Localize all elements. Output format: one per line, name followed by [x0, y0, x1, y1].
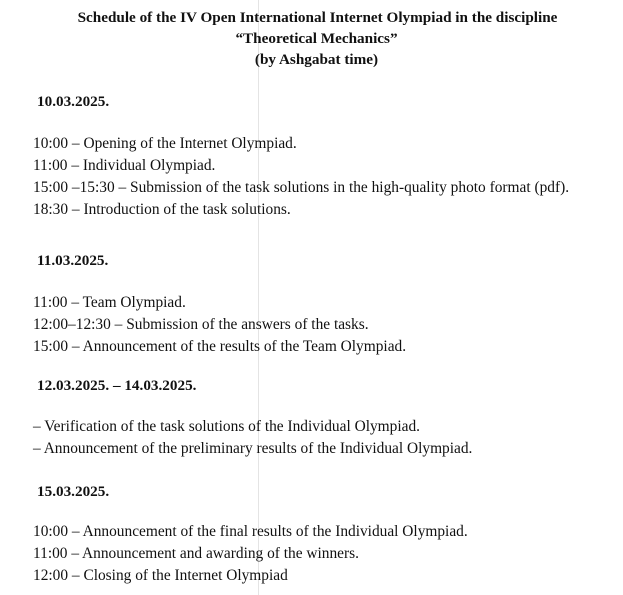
schedule-item: – Announcement of the preliminary results of the Individual Olympiad. — [33, 440, 473, 457]
header-timezone-line: (by Ashgabat time) — [254, 51, 379, 68]
schedule-item: 11:00 – Individual Olympiad. — [33, 157, 216, 174]
schedule-item: – Verification of the task solutions of the Individual Olympiad. — [33, 418, 420, 435]
header-discipline-line: “Theoretical Mechanics” — [235, 30, 398, 47]
schedule-item: 15:00 – Announcement of the results of the Team Olympiad. — [33, 338, 407, 355]
day-schedule-list — [33, 416, 472, 460]
schedule-item: 12:00–12:30 – Submission of the answers of the tasks. — [33, 316, 369, 333]
day-date: 12.03.2025. – 14.03.2025. — [37, 377, 197, 394]
day-date: 10.03.2025. — [37, 93, 110, 110]
document-header — [0, 7, 623, 70]
day-schedule-list — [33, 521, 468, 587]
schedule-item: 11:00 – Team Olympiad. — [33, 294, 186, 311]
header-title-line: Schedule of the IV Open International Internet Olympiad in the discipline — [77, 9, 558, 26]
day-date: 15.03.2025. — [37, 483, 110, 500]
schedule-item: 15:00 –15:30 – Submission of the task solutions in the high-quality photo format (pdf). — [33, 179, 570, 196]
schedule-item: 11:00 – Announcement and awarding of the winners. — [33, 545, 359, 562]
day-schedule-list — [33, 292, 406, 358]
day-date: 11.03.2025. — [37, 252, 109, 269]
schedule-item: 10:00 – Opening of the Internet Olympiad. — [33, 135, 297, 152]
schedule-item: 12:00 – Closing of the Internet Olympiad — [33, 567, 288, 584]
day-schedule-list — [33, 133, 569, 221]
schedule-item: 10:00 – Announcement of the final results of the Individual Olympiad. — [33, 523, 468, 540]
schedule-item: 18:30 – Introduction of the task solutions. — [33, 201, 291, 218]
